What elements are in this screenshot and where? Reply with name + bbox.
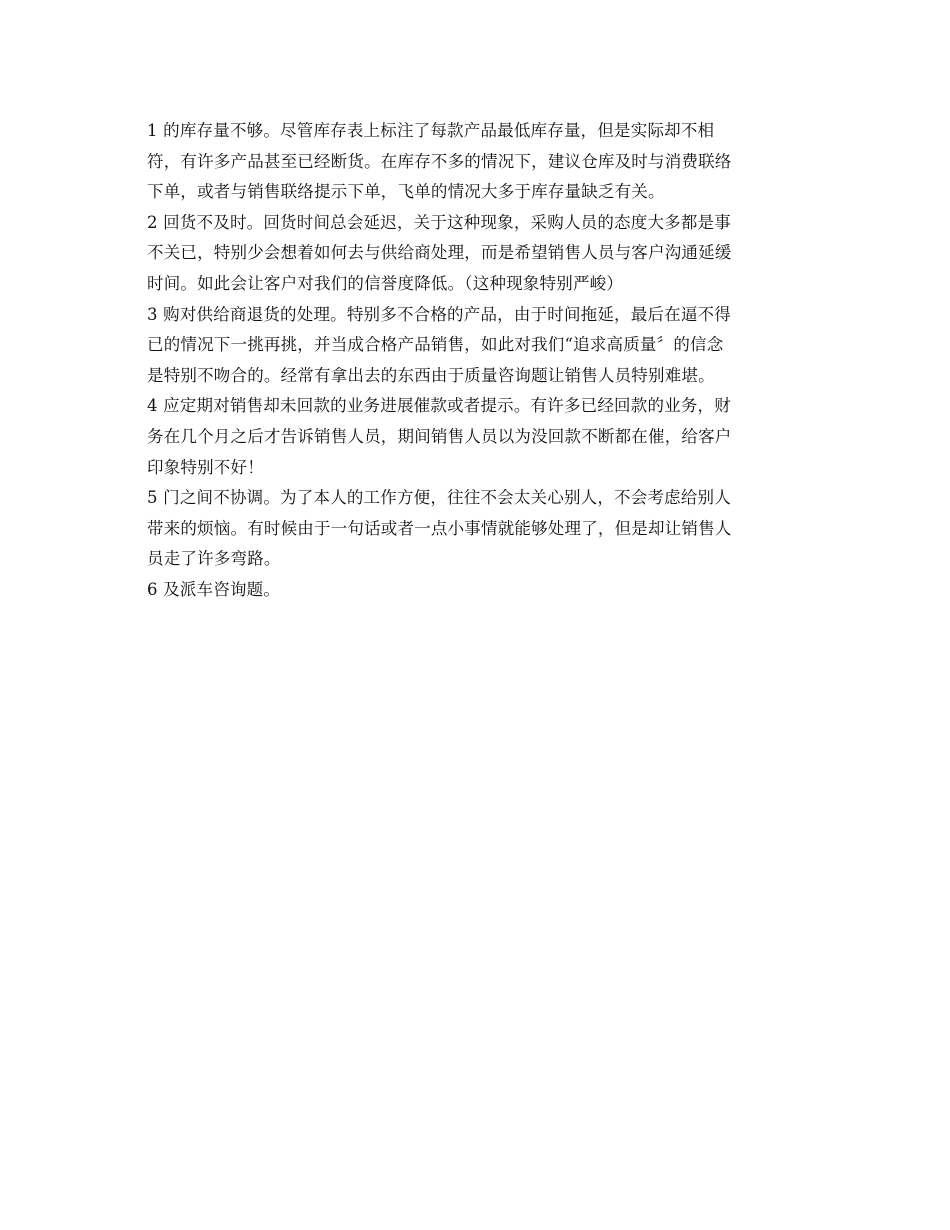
text-line: 2 回货不及时。回货时间总会延迟，关于这种现象，采购人员的态度大多都是事	[147, 212, 731, 232]
text-line: 印象特别不好！	[147, 457, 264, 477]
text-line: 下单，或者与销售联络提示下单，飞单的情况大多于库存量缺乏有关。	[147, 182, 665, 202]
text-line: 带来的烦恼。有时候由于一句话或者一点小事情就能够处理了，但是却让销售人	[147, 518, 732, 538]
text-line: 5 门之间不协调。为了本人的工作方便，往往不会太关心别人，不会考虑给别人	[147, 488, 731, 508]
text-line: 1 的库存量不够。尽管库存表上标注了每款产品最低库存量，但是实际却不相	[147, 121, 715, 140]
text-line: 时间。如此会让客户对我们的信誉度降低。（这种现象特别严峻）	[147, 273, 624, 293]
text-line: 4 应定期对销售却未回款的业务进展催款或者提示。有许多已经回款的业务，财	[147, 396, 731, 416]
text-line: 务在几个月之后才告诉销售人员，期间销售人员以为没回款不断都在催，给客户	[147, 426, 732, 446]
text-line: 是特别不吻合的。经常有拿出去的东西由于质量咨询题让销售人员特别难堪。	[147, 365, 715, 385]
text-line: 3 购对供给商退货的处理。特别多不合格的产品，由于时间拖延，最后在逼不得	[147, 304, 731, 324]
text-line: 不关已，特别少会想着如何去与供给商处理，而是希望销售人员与客户沟通延缓	[147, 243, 732, 263]
text-line: 6 及派车咨询题。	[147, 579, 281, 599]
text-line: 员走了许多弯路。	[147, 549, 281, 569]
document-body	[147, 116, 807, 606]
text-line: 符，有许多产品甚至已经断货。在库存不多的情况下，建议仓库及时与消费联络	[147, 151, 732, 171]
text-line: 已的情况下一挑再挑，并当成合格产品销售，如此对我们“追求高质量〞的信念	[147, 335, 724, 355]
